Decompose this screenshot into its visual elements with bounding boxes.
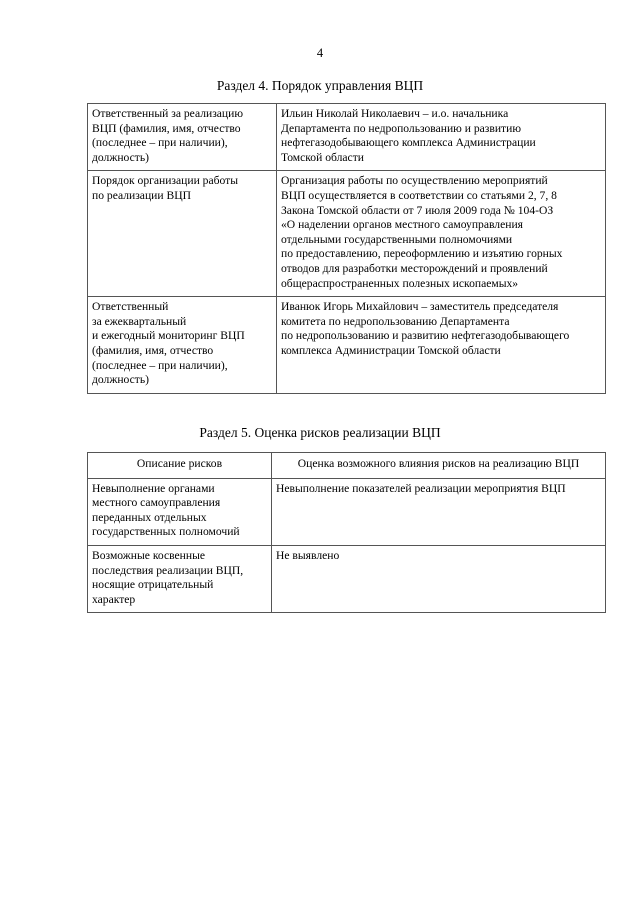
cell-line: Томской области (281, 150, 364, 164)
column-header-risk-description: Описание рисков (88, 453, 272, 479)
cell-line: ВЦП (фамилия, имя, отчество (92, 121, 241, 135)
cell-line: нефтегазодобывающего комплекса Администрации (281, 136, 536, 150)
cell-line: местного самоуправления (92, 496, 221, 510)
cell-line: по реализации ВЦП (92, 188, 191, 202)
cell-line: за ежеквартальный (92, 314, 187, 328)
cell-line: Ответственный за реализацию (92, 107, 244, 120)
cell-line: должность) (92, 150, 149, 164)
risk-description-cell (88, 478, 272, 545)
page-number: 4 (316, 46, 324, 60)
risk-impact-cell (272, 545, 606, 612)
risk-impact-cell (272, 478, 606, 545)
cell-line: Невыполнение органами (92, 481, 215, 495)
cell-line: последствия реализации ВЦП, (92, 563, 244, 577)
table-row (88, 297, 606, 394)
row-label-responsible (88, 104, 277, 171)
table-row (88, 171, 606, 297)
row-value-organization (277, 171, 606, 297)
cell-line: «О наделении органов местного самоуправления (281, 218, 523, 232)
cell-line: Закона Томской области от 7 июля 2009 года № 104-ОЗ (281, 203, 554, 217)
row-value-monitoring (277, 297, 606, 394)
cell-line: (фамилия, имя, отчество (92, 343, 214, 357)
table-row (88, 104, 606, 171)
cell-line: государственных полномочий (92, 525, 240, 539)
cell-line: общераспространенных полезных ископаемых» (281, 276, 519, 290)
section-5-title: Раздел 5. Оценка рисков реализации ВЦП (199, 425, 441, 440)
row-value-responsible (277, 104, 606, 171)
cell-line: отводов для разработки месторождений и проявлений (281, 261, 548, 275)
management-table (87, 103, 606, 394)
cell-line: Ильин Николай Николаевич – и.о. начальника (281, 107, 509, 120)
cell-line: характер (92, 592, 136, 606)
cell-line: (последнее – при наличии), (92, 358, 228, 372)
cell-line: Организация работы по осуществлению мероприятий (281, 174, 548, 188)
table-row (88, 545, 606, 612)
cell-line: по недропользованию и развитию нефтегазодобывающего (281, 329, 570, 343)
cell-line: должность) (92, 373, 149, 387)
cell-line: и ежегодный мониторинг ВЦП (92, 329, 245, 343)
cell-line: отдельными государственными полномочиями (281, 232, 513, 246)
cell-line: по предоставлению, переоформлению и изъятию горных (281, 247, 563, 261)
cell-line: комплекса Администрации Томской области (281, 343, 501, 357)
cell-line: Возможные косвенные (92, 548, 206, 562)
cell-line: носящие отрицательный (92, 578, 214, 592)
cell-line: Ответственный (92, 300, 169, 314)
row-label-organization (88, 171, 277, 297)
cell-line: комитета по недропользованию Департамента (281, 314, 510, 328)
risk-description-cell (88, 545, 272, 612)
cell-line: ВЦП осуществляется в соответствии со статьями 2, 7, 8 (281, 188, 557, 202)
row-label-monitoring (88, 297, 277, 394)
cell-line: Не выявлено (276, 548, 340, 562)
cell-line: Невыполнение показателей реализации мероприятия ВЦП (276, 481, 566, 495)
risks-table (87, 452, 606, 613)
cell-line: Департамента по недропользованию и развитию (281, 121, 521, 135)
table-row (88, 478, 606, 545)
table-header-row (88, 453, 606, 479)
section-4-title: Раздел 4. Порядок управления ВЦП (216, 78, 424, 93)
cell-line: (последнее – при наличии), (92, 136, 228, 150)
cell-line: Порядок организации работы (92, 174, 239, 188)
cell-line: Иванюк Игорь Михайлович – заместитель председателя (281, 300, 559, 314)
column-header-risk-impact: Оценка возможного влияния рисков на реализацию ВЦП (272, 453, 606, 479)
cell-line: переданных отдельных (92, 510, 207, 524)
